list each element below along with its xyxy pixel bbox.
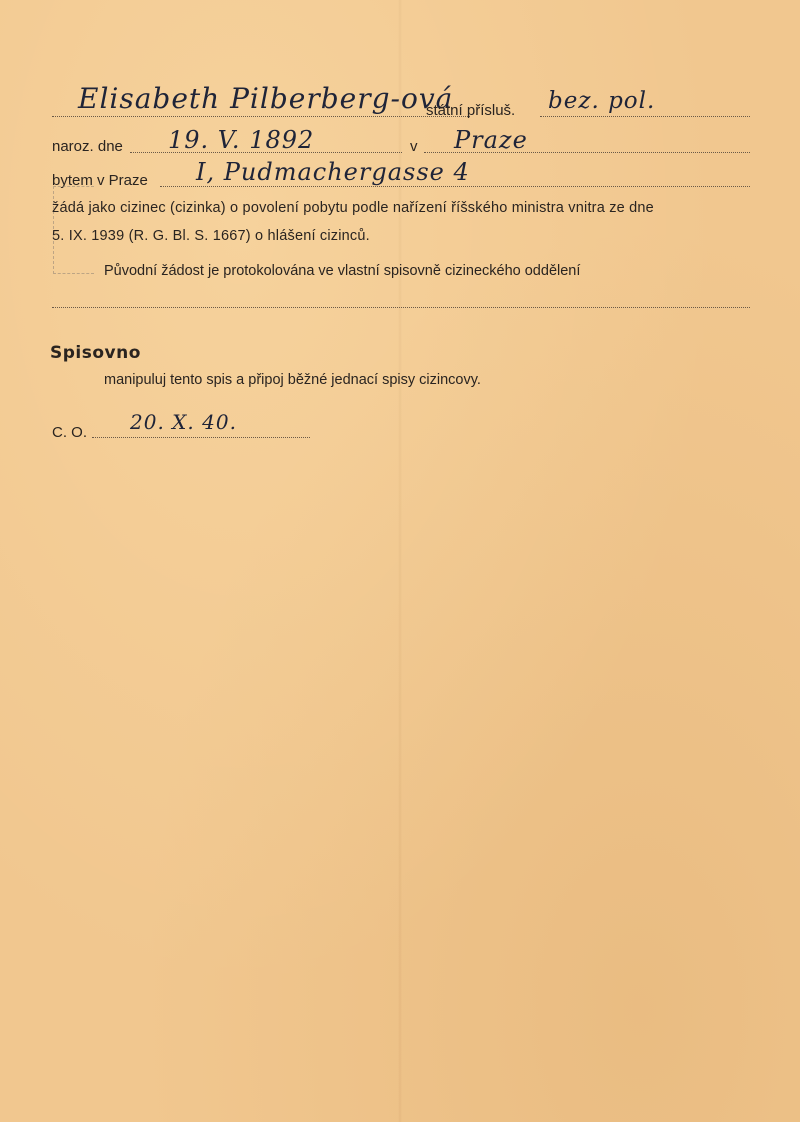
citizenship-dotted-line xyxy=(540,116,750,117)
applicant-name: Elisabeth Pilberberg-ová xyxy=(78,82,454,115)
original-request-note: Původní žádost je protokolována ve vlastní spisovně cizineckého oddělení xyxy=(104,263,581,279)
residence-label: bytem v Praze xyxy=(52,172,148,189)
citizenship-label: státní přísluš. xyxy=(426,102,516,119)
request-line-2: 5. IX. 1939 (R. G. Bl. S. 1667) o hlášení cizinců. xyxy=(52,228,370,244)
registry-heading: Spisovno xyxy=(50,343,141,363)
separator-dotted-line xyxy=(52,307,750,308)
registry-instruction: manipuluj tento spis a připoj běžné jednací spisy cizincovy. xyxy=(104,372,481,388)
citizenship-value: bez. pol. xyxy=(548,88,656,114)
request-line-1: žádá jako cizinec (cizinka) o povolení pobytu podle nařízení říšského ministra vnitra ze dne xyxy=(52,200,654,216)
born-place-value: Praze xyxy=(454,126,528,154)
co-label: C. O. xyxy=(52,424,88,441)
residence-value: I, Pudmachergasse 4 xyxy=(196,158,470,186)
co-dotted-line xyxy=(92,437,310,438)
co-date-value: 20. X. 40. xyxy=(130,410,237,434)
born-place-label: v xyxy=(410,138,418,155)
born-date-value: 19. V. 1892 xyxy=(168,126,315,154)
born-label: naroz. dne xyxy=(52,138,123,155)
name-dotted-line xyxy=(52,116,470,117)
residence-dotted-line xyxy=(160,186,750,187)
